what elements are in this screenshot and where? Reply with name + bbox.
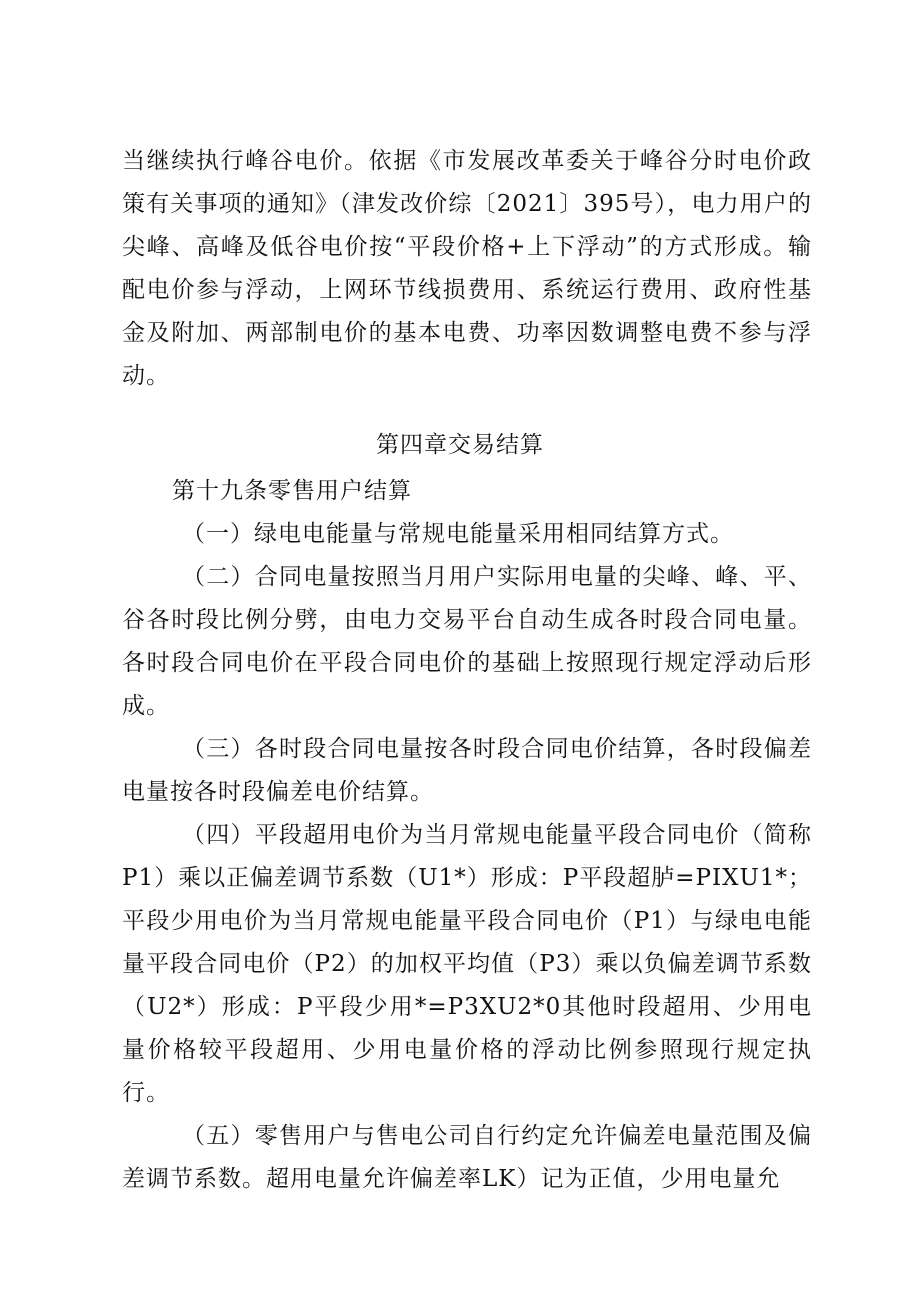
item-5: （五）零售用户与售电公司自行约定允许偏差电量范围及偏差调节系数。超用电量允许偏差率LK）记为正值，少用电量允 xyxy=(122,1123,812,1192)
chapter-title: 第四章交易结算 xyxy=(376,432,544,458)
item-2: （二）合同电量按照当月用户实际用电量的尖峰、峰、平、谷各时段比例分劈，由电力交易平台自动生成各时段合同电量。各时段合同电价在平段合同电价的基础上按照现行规定浮动后形成。 xyxy=(122,564,812,719)
article-items xyxy=(122,513,812,1201)
article-title: 第十九条零售用户结算 xyxy=(172,478,412,504)
item-4: （四）平段超用电价为当月常规电能量平段合同电价（简称P1）乘以正偏差调节系数（U1*）形成：P平段超胪=PIXU1*；平段少用电价为当月常规电能量平段合同电价（P1）与绿电电能量平段合同电价（P2）的加权平均值（P3）乘以负偏差调节系数（U2*）形成：P平段少用*=P3XU2*0其他时段超用、少用电量价格较平段超用、少用电量价格的浮动比例参照现行规定执行。 xyxy=(122,822,812,1106)
item-3: （三）各时段合同电量按各时段合同电价结算，各时段偏差电量按各时段偏差电价结算。 xyxy=(122,736,812,805)
intro-paragraph: 当继续执行峰谷电价。依据《市发展改革委关于峰谷分时电价政策有关事项的通知》（津发改价综〔2021〕395号），电力用户的尖峰、高峰及低谷电价按“平段价格+上下浮动”的方式形成。输配电价参与浮动，上网环节线损费用、系统运行费用、政府性基金及附加、两部制电价的基本电费、功率因数调整电费不参与浮动。 xyxy=(122,148,812,389)
item-1: （一）绿电电能量与常规电能量采用相同结算方式。 xyxy=(182,521,734,547)
intro-section xyxy=(122,140,812,398)
